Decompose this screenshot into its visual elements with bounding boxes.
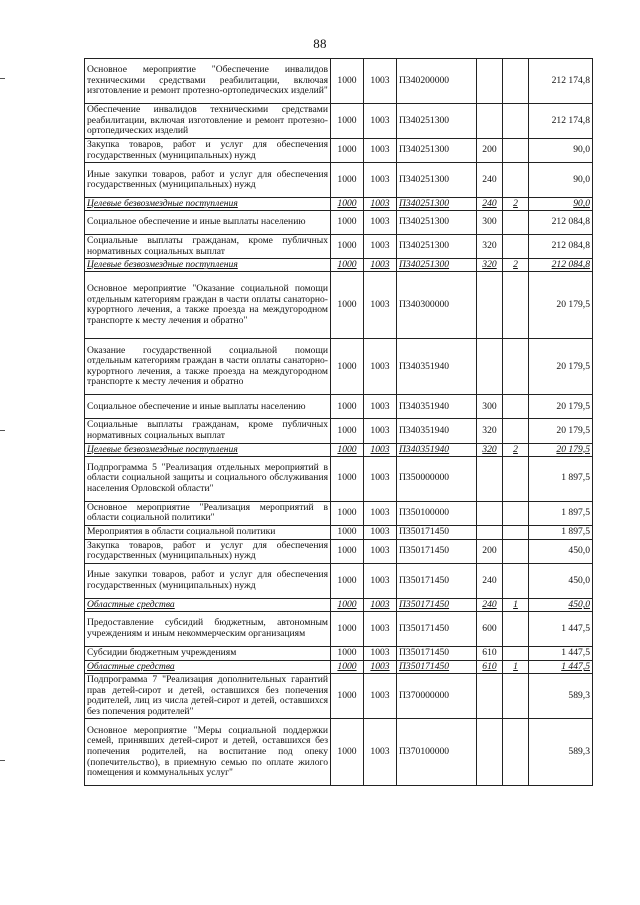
table-row <box>85 673 593 718</box>
cell-expense-type: 610 <box>477 660 503 673</box>
cell-name: Основное мероприятие "Оказание социальной помощи отдельным категориям граждан в части оплаты санаторно-курортного лечения, а также проезда на междугородном транспорте к месту лечения и обратно" <box>85 272 331 339</box>
cell-subsection: 1003 <box>364 646 397 660</box>
cell-expense-type: 300 <box>477 395 503 419</box>
cell-expense-type: 300 <box>477 211 503 235</box>
cell-subsection: 1003 <box>364 211 397 235</box>
table-row <box>85 443 593 456</box>
cell-section: 1000 <box>331 719 364 786</box>
cell-expense-type: 320 <box>477 235 503 259</box>
cell-section: 1000 <box>331 660 364 673</box>
cell-target-code: П340351940 <box>397 419 477 443</box>
cell-target-code: П340251300 <box>397 198 477 211</box>
cell-expense-type: 600 <box>477 611 503 646</box>
cell-section: 1000 <box>331 259 364 272</box>
table-row <box>85 139 593 163</box>
cell-subsection: 1003 <box>364 525 397 539</box>
cell-name: Мероприятия в области социальной политики <box>85 525 331 539</box>
cell-subsection: 1003 <box>364 163 397 198</box>
cell-expense-type: 200 <box>477 139 503 163</box>
cell-target-code: П350171450 <box>397 598 477 611</box>
cell-funding-source <box>503 339 529 395</box>
cell-subsection: 1003 <box>364 598 397 611</box>
cell-target-code: П370100000 <box>397 719 477 786</box>
cell-funding-source <box>503 395 529 419</box>
cell-target-code: П350000000 <box>397 456 477 501</box>
cell-amount: 212 084,8 <box>529 211 593 235</box>
cell-amount: 1 447,5 <box>529 660 593 673</box>
cell-funding-source <box>503 673 529 718</box>
cell-target-code: П340251300 <box>397 211 477 235</box>
cell-target-code: П340351940 <box>397 395 477 419</box>
cell-expense-type: 320 <box>477 259 503 272</box>
cell-name: Социальные выплаты гражданам, кроме публичных нормативных социальных выплат <box>85 235 331 259</box>
cell-target-code: П340251300 <box>397 259 477 272</box>
cell-amount: 1 897,5 <box>529 525 593 539</box>
cell-amount: 90,0 <box>529 198 593 211</box>
cell-expense-type: 240 <box>477 198 503 211</box>
cell-funding-source <box>503 139 529 163</box>
cell-amount: 450,0 <box>529 563 593 598</box>
cell-name: Предоставление субсидий бюджетным, автономным учреждениям и иным некоммерческим организациям <box>85 611 331 646</box>
cell-section: 1000 <box>331 395 364 419</box>
cell-funding-source <box>503 501 529 525</box>
crop-mark <box>0 78 5 79</box>
cell-expense-type <box>477 456 503 501</box>
cell-subsection: 1003 <box>364 539 397 563</box>
cell-subsection: 1003 <box>364 272 397 339</box>
cell-expense-type <box>477 104 503 139</box>
cell-amount: 20 179,5 <box>529 419 593 443</box>
cell-subsection: 1003 <box>364 660 397 673</box>
cell-subsection: 1003 <box>364 339 397 395</box>
cell-funding-source <box>503 719 529 786</box>
cell-subsection: 1003 <box>364 719 397 786</box>
cell-section: 1000 <box>331 525 364 539</box>
cell-target-code: П350100000 <box>397 501 477 525</box>
cell-section: 1000 <box>331 198 364 211</box>
cell-funding-source <box>503 539 529 563</box>
page-number: 88 <box>313 36 327 51</box>
cell-amount: 589,3 <box>529 673 593 718</box>
budget-table-body <box>85 59 593 786</box>
cell-subsection: 1003 <box>364 104 397 139</box>
cell-section: 1000 <box>331 673 364 718</box>
cell-expense-type <box>477 501 503 525</box>
cell-amount: 1 447,5 <box>529 646 593 660</box>
cell-expense-type <box>477 719 503 786</box>
crop-mark <box>0 430 5 431</box>
cell-subsection: 1003 <box>364 59 397 104</box>
cell-subsection: 1003 <box>364 198 397 211</box>
cell-name: Обеспечение инвалидов техническими средствами реабилитации, включая изготовление и ремонт протезно-ортопедических изделий <box>85 104 331 139</box>
cell-name: Социальные выплаты гражданам, кроме публичных нормативных социальных выплат <box>85 419 331 443</box>
cell-section: 1000 <box>331 272 364 339</box>
cell-subsection: 1003 <box>364 563 397 598</box>
cell-section: 1000 <box>331 539 364 563</box>
cell-funding-source: 1 <box>503 660 529 673</box>
cell-funding-source: 2 <box>503 259 529 272</box>
cell-name: Основное мероприятие "Меры социальной поддержки семей, принявших детей-сирот и детей, оставшихся без попечения родителей, на воспитание под опеку (попечительство), в приемную семью по оплате жилого помещения и коммунальных услуг" <box>85 719 331 786</box>
cell-expense-type <box>477 525 503 539</box>
cell-target-code: П350171450 <box>397 563 477 598</box>
cell-subsection: 1003 <box>364 611 397 646</box>
table-row <box>85 198 593 211</box>
cell-name: Социальное обеспечение и иные выплаты населению <box>85 211 331 235</box>
table-row <box>85 611 593 646</box>
cell-target-code: П340251300 <box>397 163 477 198</box>
table-row <box>85 501 593 525</box>
cell-amount: 20 179,5 <box>529 272 593 339</box>
cell-expense-type <box>477 673 503 718</box>
cell-name: Оказание государственной социальной помощи отдельным категориям граждан в части оплаты санаторно-курортного лечения, а также проезда на междугородном транспорте к месту лечения и обратно <box>85 339 331 395</box>
cell-section: 1000 <box>331 563 364 598</box>
table-row <box>85 525 593 539</box>
table-row <box>85 395 593 419</box>
cell-section: 1000 <box>331 611 364 646</box>
table-row <box>85 104 593 139</box>
cell-name: Целевые безвозмездные поступления <box>85 198 331 211</box>
cell-amount: 450,0 <box>529 598 593 611</box>
cell-subsection: 1003 <box>364 443 397 456</box>
cell-subsection: 1003 <box>364 419 397 443</box>
cell-amount: 212 174,8 <box>529 59 593 104</box>
cell-target-code: П340251300 <box>397 139 477 163</box>
table-row <box>85 719 593 786</box>
table-row <box>85 235 593 259</box>
cell-subsection: 1003 <box>364 456 397 501</box>
cell-expense-type <box>477 272 503 339</box>
cell-subsection: 1003 <box>364 395 397 419</box>
cell-section: 1000 <box>331 419 364 443</box>
cell-amount: 212 174,8 <box>529 104 593 139</box>
cell-amount: 90,0 <box>529 163 593 198</box>
cell-name: Иные закупки товаров, работ и услуг для обеспечения государственных (муниципальных) нужд <box>85 563 331 598</box>
cell-amount: 1 897,5 <box>529 501 593 525</box>
crop-mark <box>0 760 5 761</box>
table-row <box>85 259 593 272</box>
cell-target-code: П350171450 <box>397 539 477 563</box>
cell-target-code: П340300000 <box>397 272 477 339</box>
cell-expense-type: 240 <box>477 598 503 611</box>
cell-amount: 20 179,5 <box>529 443 593 456</box>
cell-subsection: 1003 <box>364 139 397 163</box>
cell-section: 1000 <box>331 646 364 660</box>
cell-expense-type <box>477 339 503 395</box>
cell-expense-type: 320 <box>477 419 503 443</box>
table-row <box>85 211 593 235</box>
cell-name: Закупка товаров, работ и услуг для обеспечения государственных (муниципальных) нужд <box>85 139 331 163</box>
cell-section: 1000 <box>331 104 364 139</box>
cell-name: Целевые безвозмездные поступления <box>85 443 331 456</box>
cell-subsection: 1003 <box>364 501 397 525</box>
cell-name: Областные средства <box>85 660 331 673</box>
cell-name: Социальное обеспечение и иные выплаты населению <box>85 395 331 419</box>
cell-funding-source <box>503 235 529 259</box>
cell-funding-source: 2 <box>503 198 529 211</box>
table-row <box>85 539 593 563</box>
cell-name: Основное мероприятие "Обеспечение инвалидов техническими средствами реабилитации, включая изготовление и ремонт протезно-ортопедических изделий" <box>85 59 331 104</box>
cell-amount: 90,0 <box>529 139 593 163</box>
cell-expense-type <box>477 59 503 104</box>
table-row <box>85 163 593 198</box>
cell-section: 1000 <box>331 139 364 163</box>
table-row <box>85 339 593 395</box>
cell-section: 1000 <box>331 235 364 259</box>
table-row <box>85 563 593 598</box>
cell-amount: 450,0 <box>529 539 593 563</box>
cell-section: 1000 <box>331 501 364 525</box>
cell-subsection: 1003 <box>364 673 397 718</box>
cell-funding-source <box>503 211 529 235</box>
cell-expense-type: 320 <box>477 443 503 456</box>
cell-name: Основное мероприятие "Реализация мероприятий в области социальной политики" <box>85 501 331 525</box>
cell-expense-type: 240 <box>477 163 503 198</box>
table-row <box>85 646 593 660</box>
cell-funding-source <box>503 163 529 198</box>
cell-amount: 212 084,8 <box>529 235 593 259</box>
cell-funding-source <box>503 419 529 443</box>
cell-funding-source <box>503 563 529 598</box>
cell-funding-source <box>503 646 529 660</box>
cell-amount: 20 179,5 <box>529 395 593 419</box>
cell-target-code: П340200000 <box>397 59 477 104</box>
cell-section: 1000 <box>331 598 364 611</box>
table-row <box>85 660 593 673</box>
cell-section: 1000 <box>331 443 364 456</box>
cell-amount: 1 897,5 <box>529 456 593 501</box>
table-row <box>85 419 593 443</box>
cell-funding-source: 2 <box>503 443 529 456</box>
cell-funding-source <box>503 456 529 501</box>
cell-name: Областные средства <box>85 598 331 611</box>
cell-amount: 212 084,8 <box>529 259 593 272</box>
cell-funding-source <box>503 59 529 104</box>
cell-target-code: П340351940 <box>397 339 477 395</box>
cell-subsection: 1003 <box>364 259 397 272</box>
cell-section: 1000 <box>331 211 364 235</box>
table-row <box>85 59 593 104</box>
budget-table <box>84 58 593 786</box>
cell-funding-source <box>503 611 529 646</box>
cell-name: Иные закупки товаров, работ и услуг для обеспечения государственных (муниципальных) нужд <box>85 163 331 198</box>
cell-section: 1000 <box>331 339 364 395</box>
cell-amount: 1 447,5 <box>529 611 593 646</box>
cell-funding-source <box>503 525 529 539</box>
cell-target-code: П340251300 <box>397 104 477 139</box>
cell-funding-source: 1 <box>503 598 529 611</box>
cell-name: Субсидии бюджетным учреждениям <box>85 646 331 660</box>
cell-funding-source <box>503 272 529 339</box>
table-row <box>85 272 593 339</box>
cell-section: 1000 <box>331 456 364 501</box>
cell-target-code: П350171450 <box>397 646 477 660</box>
cell-section: 1000 <box>331 59 364 104</box>
cell-target-code: П340251300 <box>397 235 477 259</box>
cell-name: Закупка товаров, работ и услуг для обеспечения государственных (муниципальных) нужд <box>85 539 331 563</box>
cell-expense-type: 610 <box>477 646 503 660</box>
cell-target-code: П350171450 <box>397 660 477 673</box>
cell-name: Подпрограмма 5 "Реализация отдельных мероприятий в области социальной защиты и социального обслуживания населения Орловской области" <box>85 456 331 501</box>
cell-expense-type: 200 <box>477 539 503 563</box>
cell-name: Целевые безвозмездные поступления <box>85 259 331 272</box>
cell-subsection: 1003 <box>364 235 397 259</box>
cell-expense-type: 240 <box>477 563 503 598</box>
cell-target-code: П340351940 <box>397 443 477 456</box>
table-row <box>85 598 593 611</box>
cell-amount: 20 179,5 <box>529 339 593 395</box>
cell-target-code: П350171450 <box>397 611 477 646</box>
cell-target-code: П370000000 <box>397 673 477 718</box>
table-row <box>85 456 593 501</box>
cell-section: 1000 <box>331 163 364 198</box>
cell-name: Подпрограмма 7 "Реализация дополнительных гарантий прав детей-сирот и детей, оставшихся без попечения родителей, лиц из числа детей-сирот и детей, оставшихся без попечения родителей" <box>85 673 331 718</box>
cell-amount: 589,3 <box>529 719 593 786</box>
cell-funding-source <box>503 104 529 139</box>
cell-target-code: П350171450 <box>397 525 477 539</box>
